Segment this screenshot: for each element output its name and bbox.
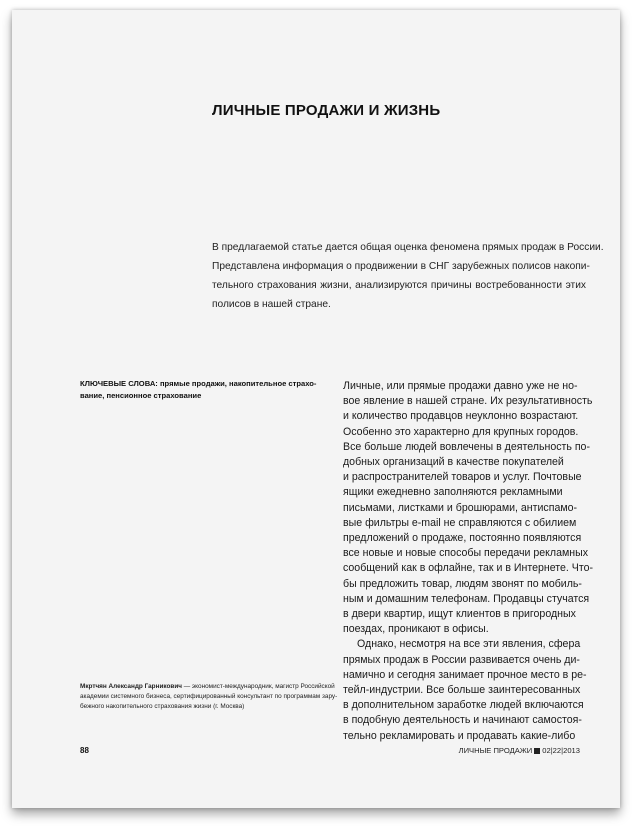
body-line: ящики ежедневно заполняются рекламными bbox=[343, 486, 563, 499]
body-line: Однако, несмотря на все эти явления, сфера bbox=[357, 638, 581, 651]
body-line: бы предложить товар, людям звонят по мобиль- bbox=[343, 577, 582, 590]
issue-number: 02|22|2013 bbox=[542, 746, 580, 755]
body-line: Все больше людей вовлечены в деятельность по- bbox=[343, 440, 590, 453]
journal-name: ЛИЧНЫЕ ПРОДАЖИ bbox=[458, 746, 533, 755]
body-line: и распространителей товаров и услуг. Почтовые bbox=[343, 471, 582, 484]
author-line: академии системного бизнеса, сертифицированный консультант по программам зару- bbox=[80, 693, 338, 700]
body-line: тейл-индустрии. Все больше заинтересованных bbox=[343, 684, 581, 697]
body-line: в двери квартир, ищут клиентов в пригородных bbox=[343, 608, 576, 621]
body-line: в подобную деятельность и начинают самостоя- bbox=[343, 714, 582, 727]
article-title: ЛИЧНЫЕ ПРОДАЖИ И ЖИЗНЬ bbox=[212, 102, 441, 119]
keywords-line: вание, пенсионное страхование bbox=[80, 391, 202, 400]
author-name: Мкртчян Александр Гарникович bbox=[80, 683, 182, 690]
body-line: ным и домашним телефонам. Продавцы стучатся bbox=[343, 592, 590, 605]
running-footer bbox=[459, 746, 580, 755]
body-line: предложений о продаже, постоянно появляются bbox=[343, 532, 582, 545]
author-line: бежного накопительного страхования жизни (г. Москва) bbox=[80, 703, 245, 710]
magazine-page bbox=[12, 10, 620, 808]
abstract-line: тельного страхования жизни, анализируются причины востребованности этих bbox=[212, 280, 586, 291]
body-line: сообщений как в офлайне, так и в Интернете. Что- bbox=[343, 562, 594, 575]
body-line: тельно рекламировать и продавать какие-либо bbox=[343, 729, 576, 742]
body-line: поездах, проникают в офисы. bbox=[343, 623, 489, 636]
author-bio: — экономист-международник, магистр Российской bbox=[181, 683, 335, 690]
body-line: Особенно это характерно для крупных городов. bbox=[343, 425, 579, 438]
abstract-line: В предлагаемой статье дается общая оценка феномена прямых продаж в России. bbox=[212, 242, 604, 253]
abstract-line: Представлена информация о продвижении в СНГ зарубежных полисов накопи- bbox=[212, 261, 590, 272]
body-line: вые фильтры e-mail не справляются с обилием bbox=[343, 516, 577, 529]
body-line: все новые и новые способы передачи рекламных bbox=[343, 547, 589, 560]
abstract-line: полисов в нашей стране. bbox=[212, 299, 331, 310]
body-line: в дополнительном заработке людей включаются bbox=[343, 699, 584, 712]
keywords-line: КЛЮЧЕВЫЕ СЛОВА: прямые продажи, накопительное страхо- bbox=[80, 379, 317, 388]
body-line: письмами, листками и брошюрами, антиспамо- bbox=[343, 501, 578, 514]
keywords-block bbox=[80, 378, 342, 402]
author-info bbox=[80, 682, 344, 712]
body-line: вое явление в нашей стране. Их результативность bbox=[343, 395, 593, 408]
article-abstract bbox=[212, 238, 604, 314]
body-line: прямых продаж в России развивается очень ди- bbox=[343, 653, 580, 666]
body-line: и количество продавцов неуклонно возрастают. bbox=[343, 410, 579, 423]
square-bullet-icon bbox=[534, 748, 540, 754]
body-line: добных организаций в качестве покупателей bbox=[343, 456, 564, 469]
body-line: намично и сегодня занимает прочное место в ре- bbox=[343, 668, 587, 681]
article-body bbox=[343, 379, 594, 744]
page-number: 88 bbox=[80, 746, 89, 755]
author-line bbox=[80, 682, 344, 692]
body-line: Личные, или прямые продажи давно уже не но- bbox=[343, 380, 578, 392]
